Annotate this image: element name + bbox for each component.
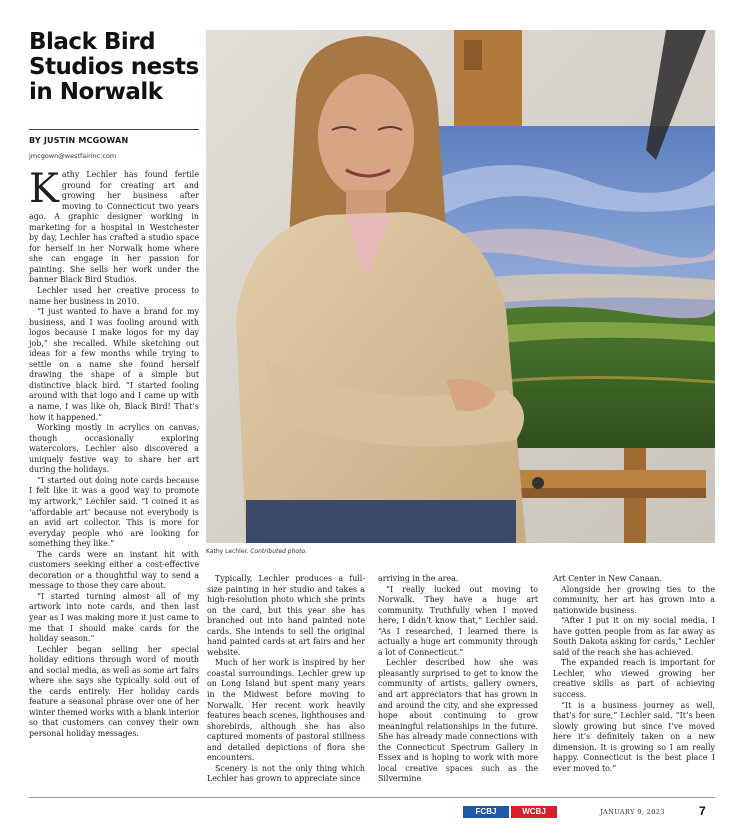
paragraph: Alongside her growing ties to the community, her art has grown into a nationwide business.	[553, 584, 715, 615]
issue-date: JANUARY 9, 2023	[600, 808, 665, 816]
paragraph: The expanded reach is important for Lechler, who viewed growing her creative skills as part of achieving success.	[553, 658, 715, 700]
paragraph: Lechler described how she was pleasantly surprised to get to know the community of artists, gallery owners, and art appreciators that has grown in and around the city, and she expressed hope about continuing to grow meaningful relationships in the future. She has already made connections with the Connecticut Spectrum Gallery in Essex and is hoping to work with more local creative spaces such as the Silvermine	[378, 658, 538, 784]
paragraph: Working mostly in acrylics on canvas, though occasionally exploring watercolors, Lechler also discovered a uniquely festive way to share her art during the holidays.	[29, 423, 199, 475]
paragraph: arriving in the area.	[378, 574, 459, 583]
article-photo	[206, 30, 715, 543]
jeans	[246, 500, 516, 543]
paragraph: Typically, Lechler produces a full-size painting in her studio and takes a high-resolution photo which she prints on the card, but this year she has branched out into hand painted note cards. She intends to sell the original hand painted cards at art fairs and her website.	[207, 574, 365, 657]
photo-caption: Kathy Lechler. Contributed photo.	[206, 548, 307, 555]
column-4	[553, 574, 715, 774]
headline-rule	[29, 129, 199, 130]
author-email[interactable]: jmcgown@westfairinc.com	[29, 152, 117, 160]
paragraph: “I started turning almost all of my artwork into note cards, and then last year as I was making more it just came to me that I should make cards for the holiday season.”	[29, 591, 199, 644]
fcbj-badge: FCBJ	[463, 806, 509, 818]
lead-paragraph: Kathy Lechler has found fertile ground for creating art and growing her business after moving to Connecticut two years ago. A graphic designer working in marketing for a hospital in Westchester by day, Lechler has crafted a studio space for herself in her Norwalk home where she can engage in her passion for painting. She sells her work under the banner Black Bird Studios.	[29, 166, 199, 285]
paragraph: “I really lucked out moving to Norwalk. They have a huge art community. Truthfully when I moved here, I didn’t know that,” Lechler said. “As I researched, I learned there is actually a huge art community through a lot of Connecticut.”	[378, 584, 538, 657]
page-number: 7	[699, 804, 706, 818]
footer-rule	[29, 797, 715, 798]
paragraph: The cards were an instant hit with customers seeking either a cost-effective decoration or a thoughtful way to send a message to those they care about.	[29, 549, 199, 591]
column-1	[29, 166, 199, 740]
drop-cap: K	[29, 166, 59, 212]
face	[318, 74, 414, 198]
column-2	[207, 574, 365, 785]
paragraph: Much of her work is inspired by her coastal surroundings. Lechler grew up on Long Island but spent many years in the Midwest before moving to Norwalk. Her recent work heavily features beach scenes, lighthouses and shorebirds, although she has also captured moments of pastoral stillness and detailed depictions of flora she encounters.	[207, 658, 365, 763]
paragraph: Art Center in New Canaan.	[553, 574, 662, 583]
column-3	[378, 574, 538, 785]
paragraph: Lechler began selling her special holiday editions through word of mouth and social media, as well as some art fairs where she says she typically sold out of the cards entirely. Her holiday cards feature a seasonal phrase over one of her winter themed works with a blank interior so that customers can convey their own personal holiday messages.	[29, 644, 199, 738]
paragraph: Lechler used her creative process to name her business in 2010.	[29, 286, 199, 306]
photo-kathy-lechler	[206, 30, 715, 543]
paragraph: “After I put it on my social media, I have gotten people from as far away as South Dakota asking for cards,” Lechler said of the reach she has achieved.	[553, 616, 715, 657]
paragraph: Scenery is not the only thing which Lechler has grown to appreciate since	[207, 763, 365, 784]
byline: BY JUSTIN MCGOWAN	[29, 136, 129, 145]
paragraph: “I started out doing note cards because I felt like it was a good way to promote my artwork,” Lechler said. “I coined it as ‘affordable art’ because not everybody is an avid art collector. This is more for everyday people who are looking for something they like.”	[29, 475, 199, 549]
wcbj-badge: WCBJ	[511, 806, 557, 818]
paragraph: “It is a business journey as well, that’s for sure,” Lechler said. “It’s been slowly growing but since I’ve moved here it’s definitely taken on a new dimension. It is growing so I am really happy. Connecticut is the best place I ever moved to.”	[553, 700, 715, 773]
headline: Black Bird Studios nests in Norwalk	[29, 29, 199, 105]
paragraph: “I just wanted to have a brand for my business, and I was fooling around with logos because I make logos for my day job,” she recalled. While sketching out ideas for a few months while trying to settle on a name she found herself drawing the shape of a simple but distinctive black bird. “I started fooling around with that logo and I came up with a name, I was like oh, Black Bird! That’s how it happened.”	[29, 307, 199, 422]
